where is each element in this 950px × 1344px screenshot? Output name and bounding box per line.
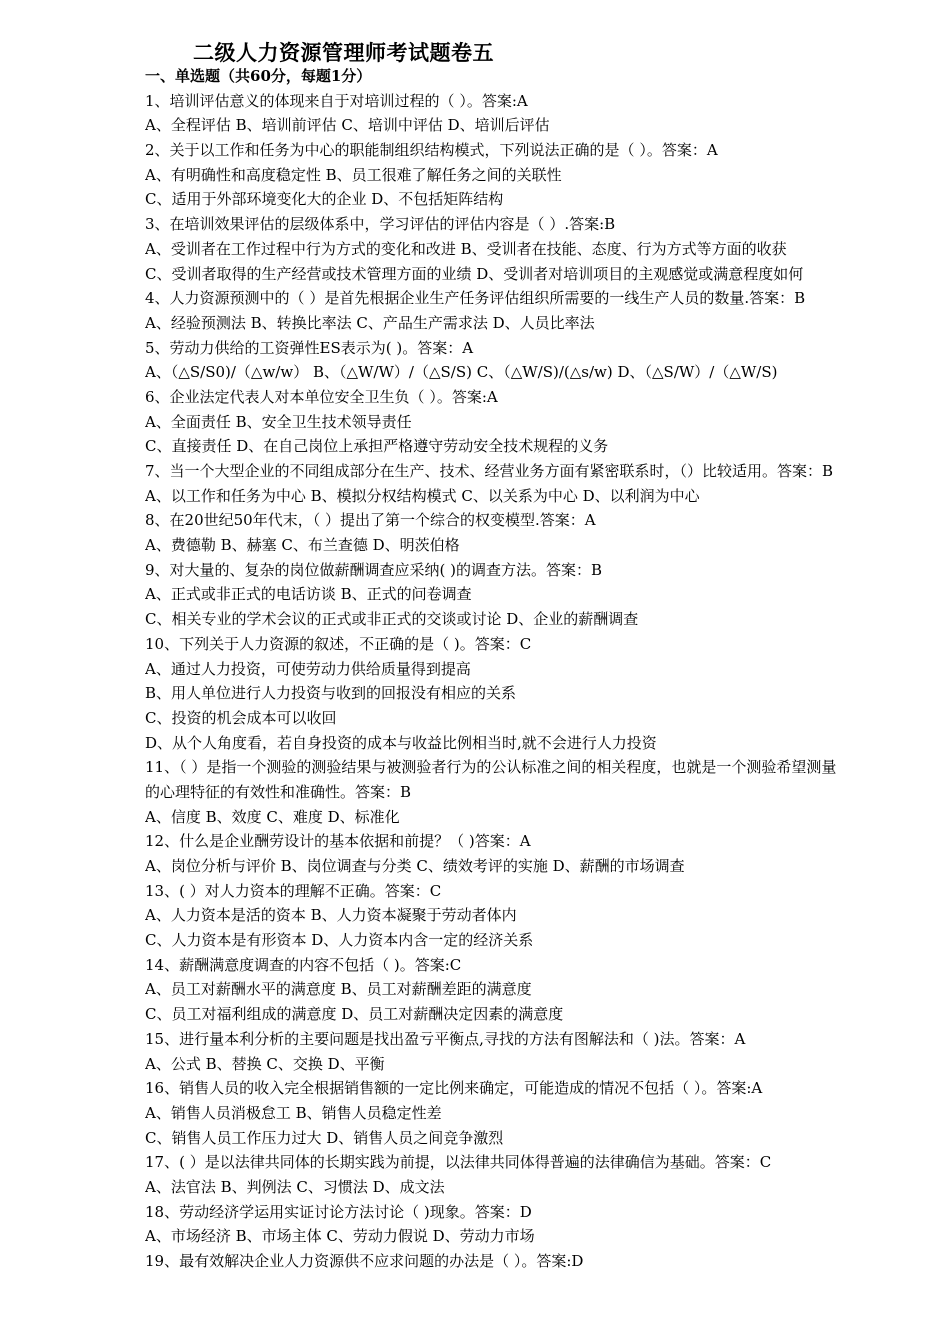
text-line: A、有明确性和高度稳定性 B、员工很难了解任务之间的关联性 xyxy=(145,165,562,184)
text-line: B、用人单位进行人力投资与收到的回报没有相应的关系 xyxy=(145,684,517,703)
text-line: 15、进行量本利分析的主要问题是找出盈亏平衡点,寻找的方法有图解法和（ )法。答案：A xyxy=(145,1029,746,1048)
text-line: C、投资的机会成本可以收回 xyxy=(145,708,337,727)
section-heading: 一、单选题（共60分，每题1分） xyxy=(145,67,372,85)
text-line: A、以工作和任务为中心 B、模拟分权结构模式 C、以关系为中心 D、以利润为中心 xyxy=(145,486,700,505)
text-line: 17、( ）是以法律共同体的长期实践为前提，以法律共同体得普遍的法律确信为基础。答案：C xyxy=(145,1153,772,1172)
question-lines xyxy=(145,89,940,1274)
text-line: A、员工对薪酬水平的满意度 B、员工对薪酬差距的满意度 xyxy=(145,980,532,999)
text-line: C、受训者取得的生产经营或技术管理方面的业绩 D、受训者对培训项目的主观感觉或满意程度如何 xyxy=(145,264,804,283)
document-title: 二级人力资源管理师考试题卷五 xyxy=(193,40,494,65)
text-line: A、人力资本是活的资本 B、人力资本凝聚于劳动者体内 xyxy=(145,906,517,925)
text-line: 11、（ ）是指一个测验的测验结果与被测验者行为的公认标准之间的相关程度，也就是一个测验希望测量 xyxy=(145,758,837,777)
text-line: A、费德勒 B、赫塞 C、布兰查德 D、明茨伯格 xyxy=(145,536,460,555)
text-line: A、公式 B、替换 C、交换 D、平衡 xyxy=(145,1054,385,1073)
text-line: C、销售人员工作压力过大 D、销售人员之间竞争激烈 xyxy=(145,1128,504,1147)
text-line: C、相关专业的学术会议的正式或非正式的交谈或讨论 D、企业的薪酬调查 xyxy=(145,610,639,629)
text-line: 4、人力资源预测中的（ ）是首先根据企业生产任务评估组织所需要的一线生产人员的数量.答案：B xyxy=(145,289,806,308)
text-line: 18、劳动经济学运用实证讨论方法讨论（ )现象。答案：D xyxy=(145,1202,532,1221)
text-line: A、通过人力投资，可使劳动力供给质量得到提高 xyxy=(145,659,471,678)
text-line: C、直接责任 D、在自己岗位上承担严格遵守劳动安全技术规程的义务 xyxy=(145,437,609,456)
text-line: A、（△S/S0)/（△w/w） B、（△W/W）/（△S/S) C、（△W/S)/(△s/w) D、（△S/W）/（△W/S) xyxy=(145,363,778,382)
text-line: 1、培训评估意义的体现来自于对培训过程的（ ）。答案:A xyxy=(145,91,528,110)
text-line: 8、在20世纪50年代末，（ ）提出了第一个综合的权变模型.答案：A xyxy=(145,511,596,530)
text-line: 9、对大量的、复杂的岗位做薪酬调查应采纳( )的调查方法。答案：B xyxy=(145,560,603,579)
text-line: 7、当一个大型企业的不同组成部分在生产、技术、经营业务方面有紧密联系时，（）比较适用。答案：B xyxy=(145,462,834,480)
text-line: A、市场经济 B、市场主体 C、劳动力假说 D、劳动力市场 xyxy=(145,1227,535,1246)
text-line: 12、什么是企业酬劳设计的基本依据和前提？（ )答案：A xyxy=(145,832,531,851)
text-line: A、信度 B、效度 C、难度 D、标准化 xyxy=(145,807,400,826)
text-line: 3、在培训效果评估的层级体系中，学习评估的评估内容是（ ）.答案:B xyxy=(145,215,616,234)
text-line: C、适用于外部环境变化大的企业 D、不包括矩阵结构 xyxy=(145,190,504,209)
text-line: 10、下列关于人力资源的叙述，不正确的是（ )。答案：C xyxy=(145,634,532,653)
text-line: A、全程评估 B、培训前评估 C、培训中评估 D、培训后评估 xyxy=(145,116,550,135)
text-line: 2、关于以工作和任务为中心的职能制组织结构模式，下列说法正确的是（ ）。答案：A xyxy=(145,141,718,160)
text-line: C、人力资本是有形资本 D、人力资本内含一定的经济关系 xyxy=(145,931,534,950)
text-line: D、从个人角度看，若自身投资的成本与收益比例相当时,就不会进行人力投资 xyxy=(145,733,657,752)
text-line: 的心理特征的有效性和准确性。答案：B xyxy=(145,782,412,801)
text-line: 14、薪酬满意度调查的内容不包括（ )。答案:C xyxy=(145,955,462,974)
text-line: A、销售人员消极怠工 B、销售人员稳定性差 xyxy=(145,1103,442,1122)
text-line: 13、( ）对人力资本的理解不正确。答案：C xyxy=(145,881,442,900)
text-line: A、全面责任 B、安全卫生技术领导责任 xyxy=(145,412,412,431)
text-line: A、正式或非正式的电话访谈 B、正式的问卷调查 xyxy=(145,585,472,604)
text-line: C、员工对福利组成的满意度 D、员工对薪酬决定因素的满意度 xyxy=(145,1005,564,1024)
text-line: 19、最有效解决企业人力资源供不应求问题的办法是（ ）。答案:D xyxy=(145,1252,584,1270)
text-line: 5、劳动力供给的工资弹性ES表示为( )。答案：A xyxy=(145,338,474,357)
text-line: A、岗位分析与评价 B、岗位调查与分类 C、绩效考评的实施 D、薪酬的市场调查 xyxy=(145,857,685,875)
text-line: 16、销售人员的收入完全根据销售额的一定比例来确定，可能造成的情况不包括（ ）。答案:A xyxy=(145,1079,763,1098)
text-line: 6、企业法定代表人对本单位安全卫生负（ ）。答案:A xyxy=(145,387,498,406)
text-line: A、受训者在工作过程中行为方式的变化和改进 B、受训者在技能、态度、行为方式等方面的收获 xyxy=(145,239,787,258)
text-line: A、经验预测法 B、转换比率法 C、产品生产需求法 D、人员比率法 xyxy=(145,313,595,332)
question-list xyxy=(145,64,940,1274)
text-line: A、法官法 B、判例法 C、习惯法 D、成文法 xyxy=(145,1177,445,1196)
